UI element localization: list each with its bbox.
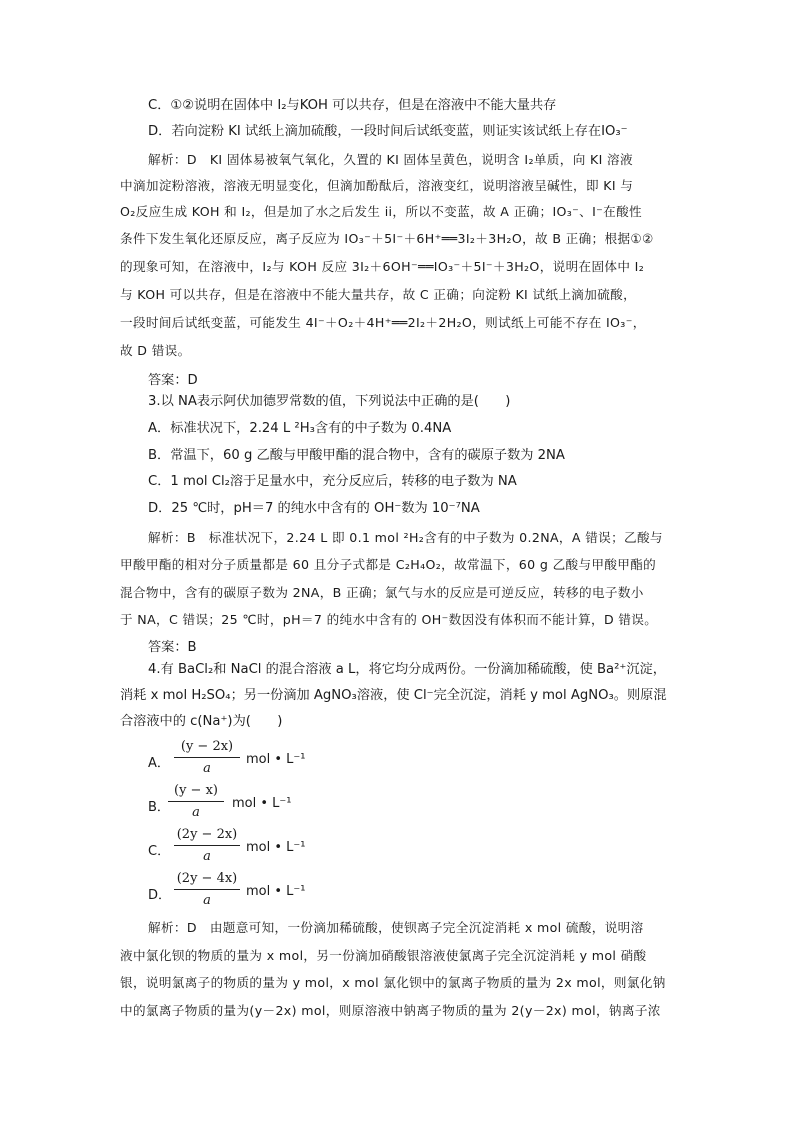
fraction — [174, 738, 240, 778]
option-label: B． — [148, 800, 170, 815]
unit: mol • L⁻¹ — [246, 884, 306, 899]
question-3-option-d: D．25 ℃时，pH＝7 的纯水中含有的 OH⁻数为 10⁻⁷NA — [148, 501, 480, 516]
fraction — [174, 870, 240, 910]
explanation-line: 故 D 错误。 — [120, 343, 191, 358]
fraction-numerator: (y − x) — [174, 783, 218, 798]
explanation-line: 于 NA，C 错误；25 ℃时，pH＝7 的纯水中含有的 OH⁻数因没有体积而不能计算，D 错误。 — [120, 612, 658, 627]
explanation-line: 解析：D 由题意可知，一份滴加稀硫酸，使钡离子完全沉淀消耗 x mol 硫酸，说明溶 — [148, 920, 644, 935]
option-d-line: D．若向淀粉 KI 试纸上滴加硫酸，一段时间后试纸变蓝，则证实该试纸上存在IO₃⁻ — [148, 124, 628, 139]
fraction-denominator: a — [203, 849, 211, 864]
explanation-line: 解析：D KI 固体易被氧气氧化，久置的 KI 固体呈黄色，说明含 I₂单质，向 KI 溶液 — [148, 152, 633, 167]
fraction — [174, 826, 240, 866]
option-label: C． — [148, 844, 171, 859]
fraction-denominator: a — [203, 893, 211, 908]
explanation-line: 的现象可知，在溶液中，I₂与 KOH 反应 3I₂＋6OH⁻══IO₃⁻＋5I⁻＋3H₂O，说明在固体中 I₂ — [120, 259, 645, 274]
option-label: D． — [148, 888, 172, 903]
fraction-bar — [174, 757, 240, 758]
fraction-numerator: (2y − 2x) — [176, 827, 238, 842]
fraction-numerator: (2y − 4x) — [176, 871, 238, 886]
fraction — [168, 782, 224, 822]
fraction-numerator: (y − 2x) — [180, 739, 234, 754]
explanation-line: 银，说明氯离子的物质的量为 y mol，x mol 氯化钡中的氯离子物质的量为 2x mol，则氯化钠 — [120, 975, 666, 990]
fraction-bar — [168, 801, 224, 802]
answer-label: 答案：B — [148, 640, 197, 655]
explanation-line: O₂反应生成 KOH 和 I₂，但是加了水之后发生 ii，所以不变蓝，故 A 正确；IO₃⁻、I⁻在酸性 — [120, 204, 643, 219]
question-4-stem: 消耗 x mol H₂SO₄；另一份滴加 AgNO₃溶液，使 Cl⁻完全沉淀，消耗 y mol AgNO₃。则原混 — [120, 688, 667, 703]
unit: mol • L⁻¹ — [232, 796, 292, 811]
explanation-line: 液中氯化钡的物质的量为 x mol，另一份滴加硝酸银溶液使氯离子完全沉淀消耗 y mol 硝酸 — [120, 948, 647, 963]
option-c-line: C．①②说明在固体中 I₂与KOH 可以共存，但是在溶液中不能大量共存 — [148, 98, 557, 113]
fraction-denominator: a — [203, 761, 211, 776]
explanation-line: 甲酸甲酯的相对分子质量都是 60 且分子式都是 C₂H₄O₂，故常温下，60 g 乙酸与甲酸甲酯的 — [120, 557, 657, 572]
option-label: A． — [148, 756, 170, 771]
question-4-stem: 合溶液中的 c(Na⁺)为( ) — [120, 714, 283, 729]
explanation-line: 中的氯离子物质的量为(y－2x) mol，则原溶液中钠离子物质的量为 2(y－2x) mol，钠离子浓 — [120, 1003, 661, 1018]
explanation-line: 中滴加淀粉溶液，溶液无明显变化，但滴加酚酞后，溶液变红，说明溶液呈碱性，即 KI 与 — [120, 178, 634, 193]
question-3-option-a: A．标准状况下，2.24 L ²H₃含有的中子数为 0.4NA — [148, 421, 452, 436]
question-3-stem: 3.以 NA表示阿伏加德罗常数的值，下列说法中正确的是( ) — [148, 394, 511, 409]
explanation-line: 混合物中，含有的碳原子数为 2NA，B 正确；氯气与水的反应是可逆反应，转移的电子数小 — [120, 585, 644, 600]
explanation-line: 解析：B 标准状况下，2.24 L 即 0.1 mol ²H₂含有的中子数为 0.2NA，A 错误；乙酸与 — [148, 530, 663, 545]
question-3-option-b: B．常温下，60 g 乙酸与甲酸甲酯的混合物中，含有的碳原子数为 2NA — [148, 448, 565, 463]
unit: mol • L⁻¹ — [246, 752, 306, 767]
fraction-bar — [174, 845, 240, 846]
explanation-line: 与 KOH 可以共存，但是在溶液中不能大量共存，故 C 正确；向淀粉 KI 试纸上滴加硫酸， — [120, 287, 637, 302]
answer-label: 答案：D — [148, 373, 198, 388]
question-3-option-c: C．1 mol Cl₂溶于足量水中，充分反应后，转移的电子数为 NA — [148, 474, 517, 489]
question-4-stem: 4.有 BaCl₂和 NaCl 的混合溶液 a L，将它均分成两份。一份滴加稀硫酸，使 Ba²⁺沉淀， — [148, 662, 666, 677]
fraction-bar — [174, 889, 240, 890]
unit: mol • L⁻¹ — [246, 840, 306, 855]
explanation-line: 条件下发生氧化还原反应，离子反应为 IO₃⁻＋5I⁻＋6H⁺══3I₂＋3H₂O，故 B 正确；根据①② — [120, 231, 654, 246]
fraction-denominator: a — [192, 805, 200, 820]
explanation-line: 一段时间后试纸变蓝，可能发生 4I⁻＋O₂＋4H⁺══2I₂＋2H₂O，则试纸上可能不存在 IO₃⁻， — [120, 315, 646, 330]
